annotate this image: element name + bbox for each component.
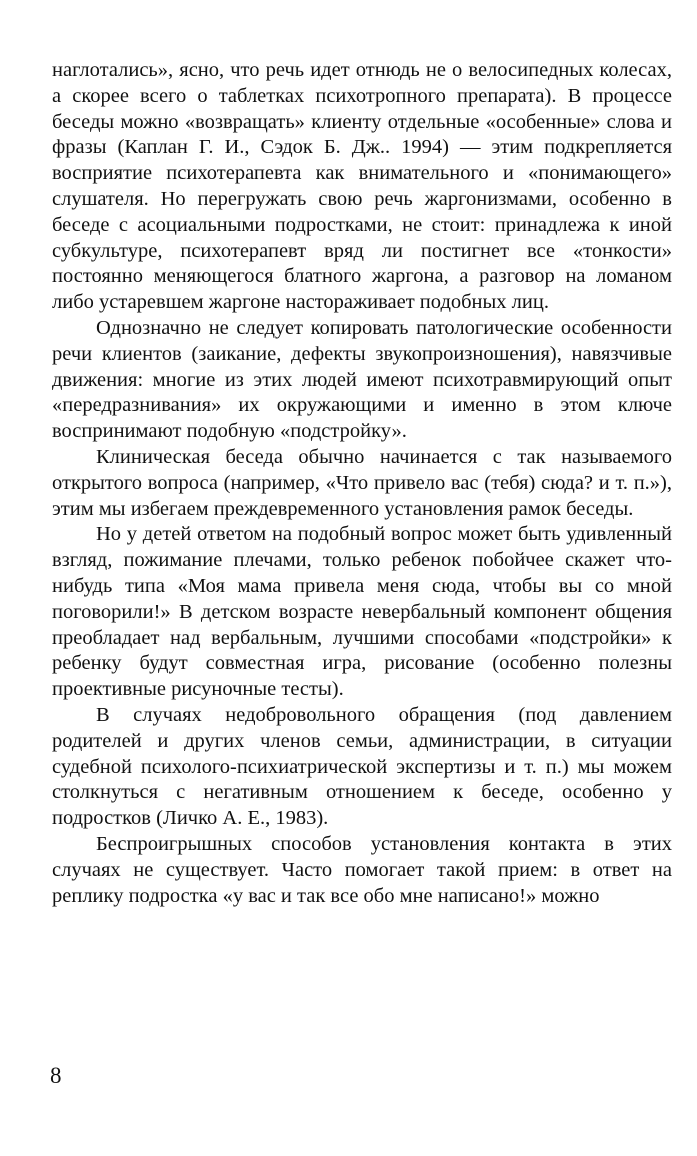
paragraph-continuation: наглотались», ясно, что речь идет отнюдь не о велосипедных колесах, а скорее всего о таблетках психотропного препарата). В процессе беседы можно «возвращать» клиенту отдельные «особенные» слова и фразы (Каплан Г. И., Сэдок Б. Дж.. 1994) — этим подкрепляется восприятие психотерапевта как внимательного и «понимающего» слушателя. Но перегружать свою речь жаргонизмами, особенно в беседе с асоциальными подростками, не стоит: принадлежа к иной субкультуре, психотерапевт вряд ли постигнет все «тонкости» постоянно меняющегося блатного жаргона, а разговор на ломаном либо устаревшем жаргоне настораживает подобных лиц. <box>52 59 672 314</box>
paragraph-children: Но у детей ответом на подобный вопрос может быть удивленный взгляд, пожимание плечами, только ребенок побойчее скажет что-нибудь типа «Моя мама привела меня сюда, чтобы вы со мной поговорили!» В детском возрасте невербальный компонент общения преобладает над вербальным, лучшими способами «подстройки» к ребенку будут совместная игра, рисование (особенно полезны проективные рисуночные тесты). <box>52 523 672 701</box>
paragraph-no-winning-method: Беспроигрышных способов установления контакта в этих случаях не существует. Часто помогает такой прием: в ответ на реплику подростка «у вас и так все обо мне написано!» можно <box>52 832 672 907</box>
page-number: 8 <box>50 1063 62 1088</box>
paragraph-involuntary: В случаях недобровольного обращения (под давлением родителей и других членов семьи, администрации, в ситуации судебной психолого-психиатрической экспертизы и т. п.) мы можем столкнуться с негативным отношением к беседе, особенно у подростков (Личко А. Е., 1983). <box>52 703 672 830</box>
paragraph-open-question: Клиническая беседа обычно начинается с так называемого открытого вопроса (например, «Что привело вас (тебя) сюда? и т. п.»), этим мы избегаем преждевременного установления рамок беседы. <box>52 445 672 520</box>
body-text <box>52 58 672 909</box>
paragraph-speech-pathology: Однозначно не следует копировать патологические особенности речи клиентов (заикание, дефекты звукопроизношения), навязчивые движения: многие из этих людей имеют психотравмирующий опыт «передразнивания» их окружающими и именно в этом ключе воспринимают подобную «подстройку». <box>52 316 672 443</box>
